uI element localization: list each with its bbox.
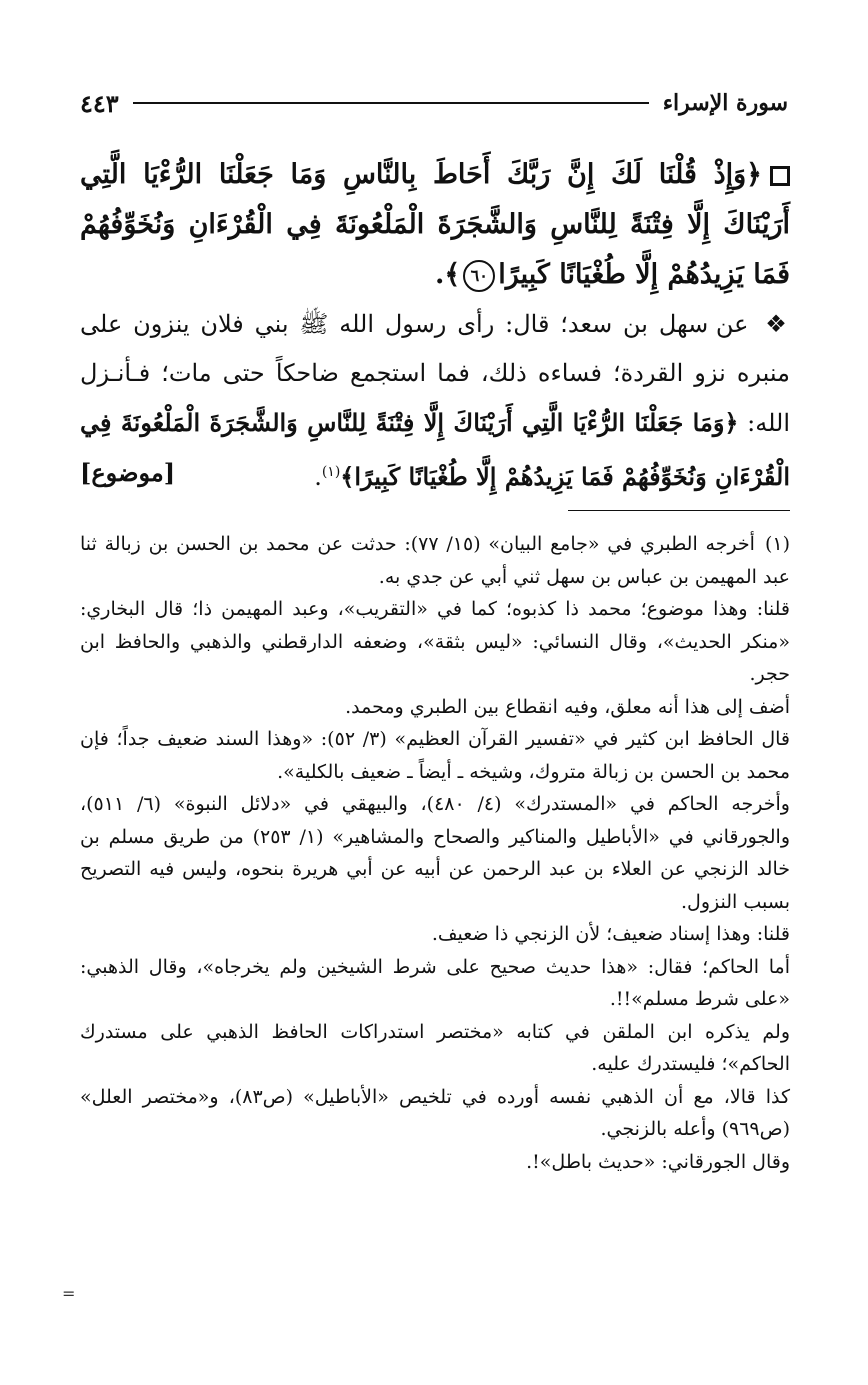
footnote-reference: (١) [321, 464, 341, 480]
footnotes [80, 528, 790, 1178]
footnote-divider [568, 510, 790, 511]
surah-title: سورة الإسراء [662, 90, 788, 116]
header-rule [133, 102, 649, 104]
hadith-intro: عن سهل بن سعد؛ قال: رأى رسول الله ﷺ بني فلان ينزون على منبره نزو القردة؛ فساءه ذلك، فما استجمع ضاحكاً حتى مات؛ فـأنـزل الله: [80, 310, 790, 437]
footnote-number: (١) [764, 533, 791, 555]
footnote-text: أخرجه الطبري في «جامع البيان» (١٥/ ٧٧): حدثت عن محمد بن الحسن بن زبالة ثنا عبد المهيمن بن عباس بن سهل ثني أبي عن جدي به. [80, 533, 790, 588]
footnote-paragraph: قال الحافظ ابن كثير في «تفسير القرآن العظيم» (٣/ ٥٢): «وهذا السند ضعيف جداً؛ فإن محمد بن الحسن بن زبالة متروك، وشيخه ـ أيضاً ـ ضعيف بالكلية». [80, 728, 791, 783]
verse-closing: ﴾. [435, 259, 461, 290]
continuation-mark: = [62, 1284, 76, 1303]
hadith-grade: [موضوع] [80, 458, 176, 487]
footnote-paragraph: ولم يذكره ابن الملقن في كتابه «مختصر استدراكات الحافظ الذهبي على مستدرك الحاكم»؛ فليستدرك عليه. [80, 1020, 790, 1075]
verse-text: ﴿وَإِذْ قُلْنَا لَكَ إِنَّ رَبَّكَ أَحَاطَ بِالنَّاسِ وَمَا جَعَلْنَا الرُّءْيَا الَّتِي أَرَيْنَاكَ إِلَّا فِتْنَةً لِلنَّاسِ وَالشَّجَرَةَ الْمَلْعُونَةَ فِي الْقُرْءَانِ وَنُخَوِّفُهُمْ فَمَا يَزِيدُهُمْ إِلَّا طُغْيَانًا كَبِيرًا [80, 159, 790, 290]
page-header [80, 88, 788, 118]
hadith-paragraph [80, 300, 790, 502]
quran-verse [80, 150, 790, 300]
footnote-paragraph: أما الحاكم؛ فقال: «هذا حديث صحيح على شرط الشيخين ولم يخرجاه»، وقال الذهبي: «على شرط مسلم»!!. [80, 955, 790, 1010]
footnote-paragraph: وأخرجه الحاكم في «المستدرك» (٤/ ٤٨٠)، والبيهقي في «دلائل النبوة» (٦/ ٥١١)، والجورقاني في «الأباطيل والمناكير والصحاح والمشاهير» (١/ ٢٥٣) من طريق مسلم بن خالد الزنجي عن العلاء بن عبد الرحمن عن أبيه عن أبي هريرة بنحوه، وليس فيه التصريح بسبب النزول. [80, 793, 790, 913]
hadith-quran-quote: ﴿وَمَا جَعَلْنَا الرُّءْيَا الَّتِي أَرَيْنَاكَ إِلَّا فِتْنَةً لِلنَّاسِ وَالشَّجَرَةَ الْمَلْعُونَةَ فِي الْقُرْءَانِ وَنُخَوِّفُهُمْ فَمَا يَزِيدُهُمْ إِلَّا طُغْيَانًا كَبِيرًا﴾ [80, 408, 790, 491]
footnote-paragraph: قلنا: وهذا إسناد ضعيف؛ لأن الزنجي ذا ضعيف. [431, 923, 790, 945]
footnote-paragraph: وقال الجورقاني: «حديث باطل»!. [526, 1150, 790, 1173]
page-number: ٤٤٣ [80, 88, 119, 118]
ayah-number-marker: ٦٠ [463, 260, 495, 292]
square-marker-icon [770, 166, 790, 186]
star-ornament-icon: ❖ [765, 310, 790, 338]
hadith-end: . [314, 463, 322, 491]
footnote-paragraph [80, 528, 790, 593]
footnote-paragraph: قلنا: وهذا موضوع؛ محمد ذا كذبوه؛ كما في «التقريب»، وعبد المهيمن ذا؛ قال البخاري: «منكر الحديث»، وقال النسائي: «ليس بثقة»، وضعفه الدارقطني والذهبي والحافظ ابن حجر. [80, 598, 790, 685]
footnote-paragraph: كذا قالا، مع أن الذهبي نفسه أورده في تلخيص «الأباطيل» (ص٨٣)، و«مختصر العلل» (ص٩٦٩) وأعله بالزنجي. [80, 1085, 790, 1140]
footnote-paragraph: أضف إلى هذا أنه معلق، وفيه انقطاع بين الطبري ومحمد. [345, 695, 790, 718]
